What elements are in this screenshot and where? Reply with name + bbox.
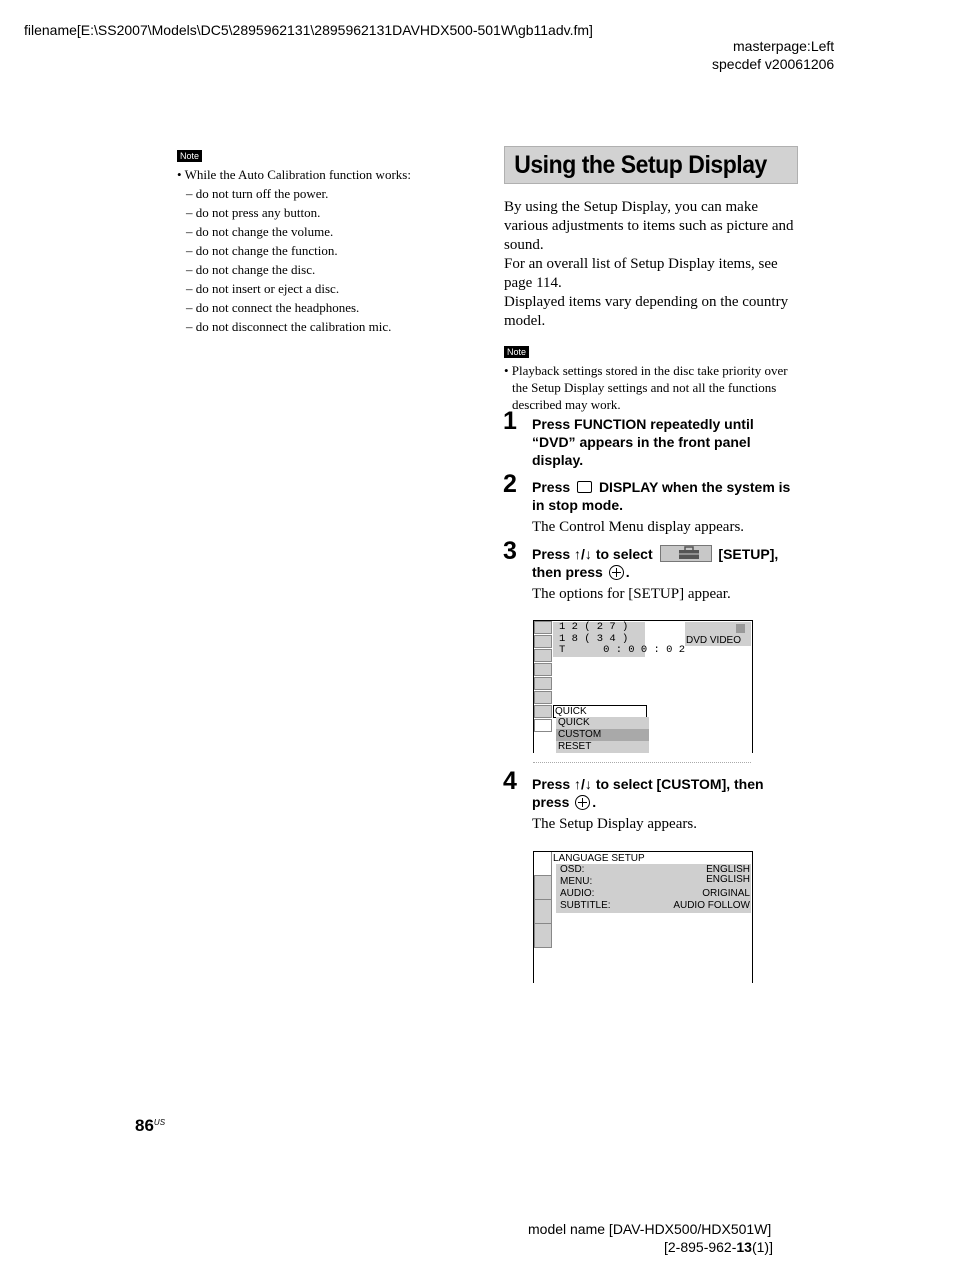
row-label: AUDIO: <box>560 888 595 899</box>
step-text-part: . <box>592 794 597 810</box>
header-specdef: specdef v20061206 <box>712 56 835 72</box>
header-filename: filename[E:\SS2007\Models\DC5\2895962131\2895962131DAVHDX500-501W\gb11adv.fm] <box>24 22 593 38</box>
row-value: AUDIO FOLLOW <box>673 900 750 911</box>
setup-options-dropdown[interactable] <box>556 717 649 753</box>
step-text-part: DISPLAY when the system is <box>598 479 791 495</box>
page-number-value: 86 <box>135 1116 154 1135</box>
source-label: DVD VIDEO <box>686 635 742 646</box>
source-panel <box>685 622 751 646</box>
table-row[interactable] <box>556 900 751 912</box>
list-item: – do not insert or eject a disc. <box>186 281 340 296</box>
disc-info-line: 1 2 ( 2 7 ) <box>559 621 629 633</box>
language-rows <box>556 864 751 913</box>
screen-sidebar <box>534 621 552 732</box>
step-3-text <box>532 545 802 581</box>
intro-line: model. <box>504 313 546 329</box>
step-4-text <box>532 775 802 811</box>
list-item: – do not change the function. <box>186 243 338 258</box>
screen-cut-line <box>533 762 751 764</box>
intro-line: various adjustments to items such as picture and <box>504 218 794 234</box>
note-badge: Note <box>177 150 202 162</box>
step-number: 3 <box>503 537 517 565</box>
table-row[interactable] <box>556 888 751 900</box>
setup-toolbox-icon <box>660 545 712 562</box>
step-number: 1 <box>503 407 517 435</box>
step-line: Press ↑/↓ to select [CUSTOM], then <box>532 776 764 792</box>
enter-button-icon <box>609 565 624 580</box>
note-badge: Note <box>504 346 529 358</box>
page-number <box>135 1113 165 1136</box>
step-2-result: The Control Menu display appears. <box>532 519 745 535</box>
row-value: ENGLISH <box>706 874 750 885</box>
row-value: ORIGINAL <box>702 888 750 899</box>
step-number: 2 <box>503 470 517 498</box>
table-row[interactable] <box>556 876 751 888</box>
footer-code-prefix: [2-895-962- <box>664 1239 737 1255</box>
intro-line: For an overall list of Setup Display items, see <box>504 256 778 272</box>
section-title: Using the Setup Display <box>514 151 767 179</box>
header-masterpage: masterpage:Left <box>733 38 835 54</box>
intro-line: Displayed items vary depending on the country <box>504 294 789 310</box>
list-item: – do not press any button. <box>186 205 321 220</box>
row-label: MENU: <box>560 876 593 887</box>
step-text-part: Press ↑/↓ to select <box>532 546 653 562</box>
note-line: described may work. <box>512 397 621 412</box>
step-4-result: The Setup Display appears. <box>532 816 697 832</box>
screen-sidebar <box>534 852 552 948</box>
step-line: “DVD” appears in the front panel <box>532 434 751 450</box>
step-text-part: [SETUP], <box>718 546 779 562</box>
footer-model-name: model name [DAV-HDX500/HDX501W] <box>528 1221 772 1237</box>
step-line: Press FUNCTION repeatedly until <box>532 416 754 432</box>
step-1-text <box>532 415 802 469</box>
step-line: display. <box>532 452 584 468</box>
disc-info-panel <box>553 621 686 657</box>
footer-code-suffix: (1)] <box>751 1239 773 1255</box>
footer-code <box>664 1237 773 1257</box>
source-indicator-icon <box>736 624 745 633</box>
language-setup-heading: LANGUAGE SETUP <box>553 853 645 864</box>
list-item: – do not change the volume. <box>186 224 334 239</box>
page-number-suffix: US <box>153 1118 166 1127</box>
list-item: – do not change the disc. <box>186 262 316 277</box>
enter-button-icon <box>575 795 590 810</box>
intro-line: By using the Setup Display, you can make <box>504 199 758 215</box>
setup-field[interactable]: QUICK <box>553 705 647 718</box>
disc-info-line: 1 8 ( 3 4 ) <box>559 632 629 645</box>
left-note <box>177 146 411 336</box>
note-intro: • While the Auto Calibration function works: <box>177 167 411 182</box>
option-custom[interactable]: CUSTOM <box>556 729 649 741</box>
footer-code-bold: 13 <box>736 1239 752 1255</box>
intro-line: sound. <box>504 237 544 253</box>
step-2-text <box>532 478 802 514</box>
row-label: SUBTITLE: <box>560 900 611 911</box>
step-number: 4 <box>503 767 517 795</box>
language-setup-screen <box>533 851 753 983</box>
note-line: the Setup Display settings and not all the functions <box>512 380 777 395</box>
intro-line: page 114. <box>504 275 562 291</box>
step-text-part: Press <box>532 479 571 495</box>
setup-options-screen <box>533 620 753 753</box>
step-text-part: press <box>532 794 570 810</box>
option-quick[interactable]: QUICK <box>556 717 649 729</box>
row-label: OSD: <box>560 864 585 875</box>
note-line: • Playback settings stored in the disc take priority over <box>504 363 788 378</box>
right-note <box>504 342 804 413</box>
display-button-icon <box>577 481 592 493</box>
list-item: – do not turn off the power. <box>186 186 329 201</box>
disc-info-line: T 0 : 0 0 : 0 2 <box>559 644 686 656</box>
list-item: – do not connect the headphones. <box>186 300 360 315</box>
section-intro <box>504 198 804 331</box>
option-reset[interactable]: RESET <box>556 741 649 753</box>
note-list <box>177 184 411 336</box>
step-text-part: then press <box>532 564 603 580</box>
step-text-part: . <box>625 564 630 580</box>
row-value: ENGLISH <box>706 864 750 875</box>
step-3-result: The options for [SETUP] appear. <box>532 586 731 602</box>
section-title-bar <box>504 146 798 184</box>
list-item: – do not disconnect the calibration mic. <box>186 319 392 334</box>
step-line: in stop mode. <box>532 497 623 513</box>
